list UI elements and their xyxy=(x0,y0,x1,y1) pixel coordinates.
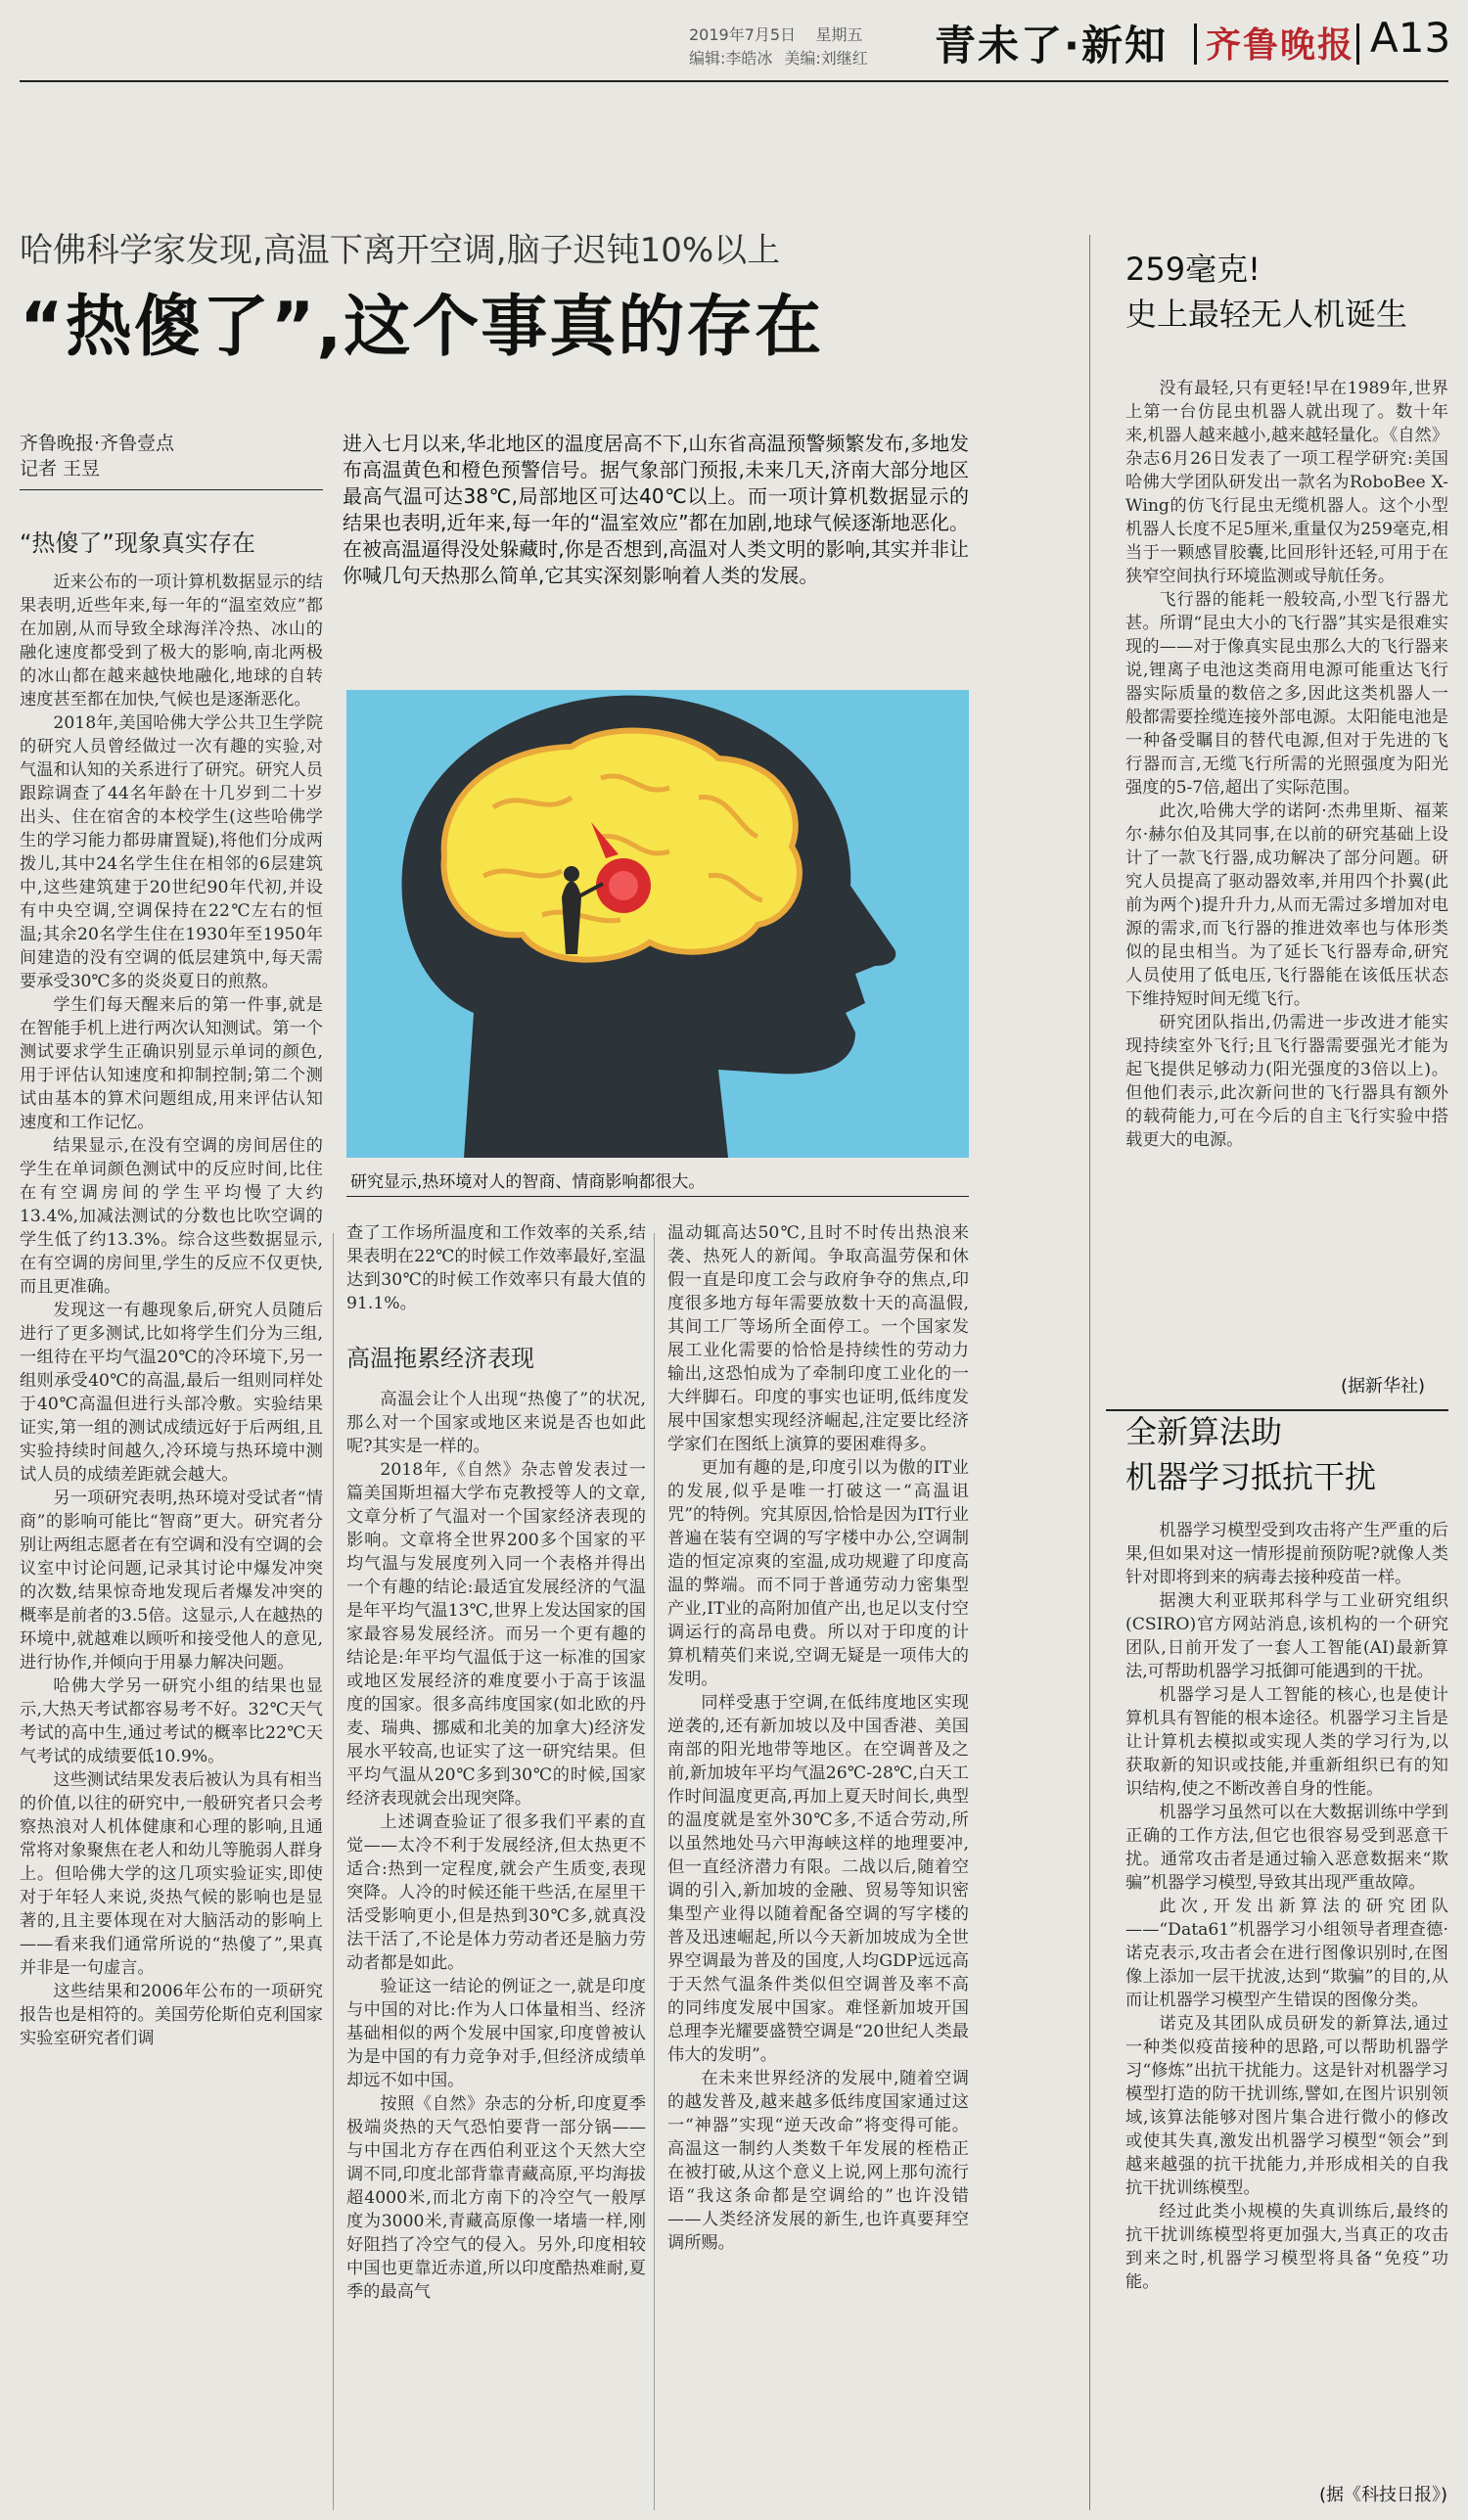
lead-column-2 xyxy=(346,1388,646,2513)
lead-kicker: 哈佛科学家发现,高温下离开空调,脑子迟钝10%以上 xyxy=(20,231,781,270)
paragraph: 高温会让个人出现“热傻了”的状况,那么对一个国家或地区来说是否也如此呢?其实是一样的。 xyxy=(346,1390,646,1456)
lead-column-3 xyxy=(667,1221,969,2513)
paragraph: 机器学习是人工智能的核心,也是使计算机具有智能的根本途径。机器学习主旨是让计算机去模拟或实现人类的学习行为,以获取新的知识或技能,并重新组织已有的知识结构,使之不断改善自身的性能。 xyxy=(1125,1685,1448,1799)
paragraph: 查了工作场所温度和工作效率的关系,结果表明在22℃的时候工作效率最好,室温达到30℃的时候工作效率只有最大值的91.1%。 xyxy=(346,1223,646,1313)
paragraph: 诺克及其团队成员研发的新算法,通过一种类似疫苗接种的思路,可以帮助机器学习“修炼”出抗干扰能力。这是针对机器学习模型打造的防干扰训练,譬如,在图片识别领域,该算法能够对图片集合进行微小的修改或使其失真,激发出机器学习模型“领会”到越来越强的抗干扰能力,并形成相关的自我抗干扰训练模型。 xyxy=(1125,2014,1448,2198)
lead-column-2-top xyxy=(346,1221,646,1315)
newspaper-logo: 齐鲁晚报 xyxy=(1206,24,1355,66)
byline-reporter: 记者 王昱 xyxy=(20,458,101,480)
paragraph: 结果显示,在没有空调的房间居住的学生在单词颜色测试中的反应时间,比住在有空调房间的学生平均慢了大约13.4%,加减法测试的分数也比吹空调的学生低了约13.3%。综合这些数据显示,在有空调的房间里,学生的反应不仅更快,而且更准确。 xyxy=(20,1136,323,1297)
lead-intro: 进入七月以来,华北地区的温度居高不下,山东省高温预警频繁发布,多地发布高温黄色和橙色预警信号。据气象部门预报,未来几天,济南大部分地区最高气温可达38℃,局部地区可达40℃以上。而一项计算机数据显示的结果也表明,近年来,每一年的“温室效应”都在加剧,地球气候逐渐地恶化。在被高温逼得没处躲藏时,你是否想到,高温对人类文明的影响,其实并非让你喊几句天热那么简单,它其实深刻影响着人类的发展。 xyxy=(343,432,969,587)
paragraph: 在未来世界经济的发展中,随着空调的越发普及,越来越多低纬度国家通过这一“神器”实现“逆天改命”将变得可能。高温这一制约人类数千年发展的桎梏正在被打破,从这个意义上说,网上那句流行语“我这条命都是空调给的”也许没错——人类经济发展的新生,也许真要拜空调所赐。 xyxy=(667,2069,969,2253)
masthead xyxy=(0,0,1468,78)
caption-rule xyxy=(346,1196,969,1197)
staff-line xyxy=(689,47,880,70)
paragraph: 温动辄高达50℃,且时不时传出热浪来袭、热死人的新闻。争取高温劳保和休假一直是印度工会与政府争夺的焦点,印度很多地方每年需要放数十天的高温假,其间工厂等场所全面停工。一个国家发展工业化需要的恰恰是持续性的劳动力输出,这恐怕成为了牵制印度工业化的一大绊脚石。印度的事实也证明,低纬度发展中国家想实现经济崛起,注定要比经济学家们在图纸上演算的要困难得多。 xyxy=(667,1223,969,1454)
source-credit: (据新华社) xyxy=(1341,1376,1426,1397)
title-line: 机器学习抵抗干扰 xyxy=(1125,1458,1377,1495)
paragraph: 飞行器的能耗一般较高,小型飞行器尤甚。所谓“昆虫大小的飞行器”其实是很难实现的——对于像真实昆虫那么大的飞行器来说,锂离子电池这类商用电源可能重达飞行器实际质量的数倍之多,因此这类机器人一般都需要拴缆连接外部电源。太阳能电池是一种备受瞩目的替代电源,但对于先进的飞行器而言,无缆飞行所需的光照强度为阳光强度的5-7倍,超出了实际范围。 xyxy=(1125,590,1448,798)
page-number: A13 xyxy=(1370,14,1451,62)
masthead-meta xyxy=(689,23,880,70)
paragraph: 这些测试结果发表后被认为具有相当的价值,以往的研究中,一般研究者只会考察热浪对人机体健康和心理的影响,且通常将对象聚焦在老人和幼儿等脆弱人群身上。但哈佛大学的这几项实验证实,即使对于年轻人来说,炎热气候的影响也是显著的,且主要体现在对大脑活动的影响上——看来我们通常所说的“热傻了”,果真并非是一句虚言。 xyxy=(20,1770,323,1978)
paragraph: 2018年,美国哈佛大学公共卫生学院的研究人员曾经做过一次有趣的实验,对气温和认知的关系进行了研究。研究人员跟踪调查了44名年龄在十几岁到二十岁出头、住在宿舍的本校学生(这些哈佛学生的学习能力都毋庸置疑),将他们分成两拨儿,其中24名学生住在相邻的6层建筑中,这些建筑建于20世纪90年代初,并设有中央空调,空调保持在22℃左右的恒温;其余20名学生住在1930年至1950年间建造的没有空调的低层建筑中,每天需要承受30℃多的炎炎夏日的煎熬。 xyxy=(20,713,323,991)
paragraph: 经过此类小规模的失真训练后,最终的抗干扰训练模型将更加强大,当真正的攻击到来之时,机器学习模型将具备“免疫”功能。 xyxy=(1125,2202,1448,2292)
editor: 编辑:李皓冰 xyxy=(689,49,773,68)
brain-illustration xyxy=(346,690,969,1158)
paragraph: 另一项研究表明,热环境对受试者“情商”的影响可能比“智商”更大。研究者分别让两组志愿者在有空调和没有空调的会议室中讨论问题,记录其讨论中爆发冲突的次数,结果惊奇地发现后者爆发冲突的概率是前者的3.5倍。这显示,人在越热的环境中,就越难以顾听和接受他人的意见,进行协作,并倾向于用暴力解决问题。 xyxy=(20,1489,323,1672)
paragraph: 哈佛大学另一研究小组的结果也显示,大热天考试都容易考不好。32℃天气考试的高中生,通过考试的概率比22℃天气考试的成绩要低10.9%。 xyxy=(20,1676,323,1766)
side-story-1-title xyxy=(1125,247,1407,337)
weekday: 星期五 xyxy=(815,25,863,44)
paragraph: 2018年,《自然》杂志曾发表过一篇美国斯坦福大学布克教授等人的文章,文章分析了气温对一个国家经济表现的影响。文章将全世界200多个国家的平均气温与发展度列入同一个表格并得出一个有趣的结论:最适宜发展经济的气温是年平均气温13℃,世界上发达国家的国家最容易发展经济。而另一个更有趣的结论是:年平均气温低于这一标准的国家或地区发展经济的难度要小于高于该温度的国家。很多高纬度国家(如北欧的丹麦、瑞典、挪威和北美的加拿大)经济发展水平较高,也证实了这一研究结果。但平均气温从20℃多到30℃的时候,国家经济表现就会出现突降。 xyxy=(346,1460,646,1809)
title-line: 全新算法助 xyxy=(1125,1413,1283,1450)
side-story-2-title xyxy=(1125,1409,1376,1499)
column-divider xyxy=(654,1233,655,2510)
paragraph: 研究团队指出,仍需进一步改进才能实现持续室外飞行;且飞行器需要强光才能为起飞提供足够动力(阳光强度的3倍以上)。但他们表示,此次新问世的飞行器具有额外的载荷能力,可在今后的自主飞行实验中搭载更大的电源。 xyxy=(1125,1013,1448,1150)
column-divider xyxy=(333,1233,334,2510)
section-subhead: “热傻了”现象真实存在 xyxy=(20,529,255,557)
figure-caption: 研究显示,热环境对人的智商、情商影响都很大。 xyxy=(350,1172,706,1192)
head-silhouette-icon xyxy=(346,690,969,1158)
masthead-divider xyxy=(1356,23,1359,65)
side-story-2-body xyxy=(1125,1519,1448,2473)
source-credit: (据《科技日报》) xyxy=(1319,2485,1448,2505)
paragraph: 机器学习虽然可以在大数据训练中学到正确的工作方法,但它也很容易受到恶意干扰。通常攻击者是通过输入恶意数据来“欺骗”机器学习模型,导致其出现严重故障。 xyxy=(1125,1803,1448,1893)
designer: 美编:刘继红 xyxy=(784,49,868,68)
paragraph: 学生们每天醒来后的第一件事,就是在智能手机上进行两次认知测试。第一个测试要求学生正确识别显示单词的颜色,用于评估认知速度和抑制控制;第二个测试由基本的算术问题组成,用来评估认知速度和工作记忆。 xyxy=(20,995,323,1132)
masthead-divider xyxy=(1194,23,1197,65)
paragraph: 机器学习模型受到攻击将产生严重的后果,但如果对这一情形提前预防呢?就像人类针对即将到来的病毒去接种疫苗一样。 xyxy=(1125,1521,1448,1587)
byline-outlet: 齐鲁晚报·齐鲁壹点 xyxy=(20,433,175,454)
byline-rule xyxy=(20,489,323,490)
title-line: 259毫克! xyxy=(1125,251,1261,288)
paragraph: 上述调查验证了很多我们平素的直觉——太冷不利于发展经济,但太热更不适合:热到一定程度,就会产生质变,表现突降。人冷的时候还能干些活,在屋里干活受影响更小,但是热到30℃多,就真没法干活了,不论是体力劳动者还是脑力劳动者都是如此。 xyxy=(346,1812,646,1973)
paragraph: 这些结果和2006年公布的一项研究报告也是相符的。美国劳伦斯伯克利国家实验室研究者们调 xyxy=(20,1982,323,2048)
masthead-rule xyxy=(20,80,1448,82)
paragraph: 此次,开发出新算法的研究团队——“Data61”机器学习小组领导者理查德·诺克表示,攻击者会在进行图像识别时,在图像上添加一层干扰波,达到“欺骗”的目的,从而让机器学习模型产生错误的图像分类。 xyxy=(1125,1897,1448,2010)
byline xyxy=(20,431,174,481)
paragraph: 没有最轻,只有更轻!早在1989年,世界上第一台仿昆虫机器人就出现了。数十年来,机器人越来越小,越来越轻量化。《自然》杂志6月26日发表了一项工程学研究:美国哈佛大学团队研发出一款名为RoboBee X-Wing的仿飞行昆虫无缆机器人。这个小型机器人长度不足5厘米,重量仅为259毫克,相当于一颗感冒胶囊,比回形针还轻,可用于在狭窄空间执行环境监测或导航任务。 xyxy=(1125,379,1448,586)
paragraph: 此次,哈佛大学的诺阿·杰弗里斯、福莱尔·赫尔伯及其同事,在以前的研究基础上设计了一款飞行器,成功解决了部分问题。研究人员提高了驱动器效率,并用四个扑翼(此前为两个)提升升力,从而无需过多增加对电源的需求,而飞行器的推进效率也与体形类似的昆虫相当。为了延长飞行器寿命,研究人员使用了低电压,飞行器能在该低压状态下维持短时间无缆飞行。 xyxy=(1125,802,1448,1009)
paragraph: 近来公布的一项计算机数据显示的结果表明,近些年来,每一年的“温室效应”都在加剧,从而导致全球海洋冷热、冰山的融化速度都受到了极大的影响,南北两极的冰山都在越来越快地融化,地球的自转速度甚至都在加快,气候也是逐渐恶化。 xyxy=(20,573,323,710)
date-line xyxy=(689,23,880,47)
lead-column-1 xyxy=(20,571,323,2513)
paragraph: 据澳大利亚联邦科学与工业研究组织(CSIRO)官方网站消息,该机构的一个研究团队,日前开发了一套人工智能(AI)最新算法,可帮助机器学习抵御可能遇到的干扰。 xyxy=(1125,1591,1448,1681)
paragraph: 发现这一有趣现象后,研究人员随后进行了更多测试,比如将学生们分为三组,一组待在平均气温20℃的冷环境下,另一组则承受40℃的高温,最后一组则同样处于40℃高温但进行头部冷敷。实验结果证实,第一组的测试成绩远好于后两组,且实验持续时间越久,冷环境与热环境中测试人员的成绩差距就会越大。 xyxy=(20,1301,323,1485)
date: 2019年7月5日 xyxy=(689,25,797,44)
paragraph: 验证这一结论的例证之一,就是印度与中国的对比:作为人口体量相当、经济基础相似的两个发展中国家,印度曾被认为是中国的有力竞争对手,但经济成绩单却远不如中国。 xyxy=(346,1977,646,2090)
section-subhead: 高温拖累经济表现 xyxy=(346,1345,534,1372)
lead-headline: “热傻了”,这个事真的存在 xyxy=(20,289,824,366)
section-name: 青未了·新知 xyxy=(935,22,1168,69)
paragraph: 更加有趣的是,印度引以为傲的IT业的发展,似乎是唯一打破这一“高温诅咒”的特例。究其原因,恰恰是因为IT行业普遍在装有空调的写字楼中办公,空调制造的恒定凉爽的室温,成功规避了印度高温的弊端。而不同于普通劳动力密集型产业,IT业的高附加值产出,也足以支付空调运行的高昂电费。所以对于印度的计算机精英们来说,空调无疑是一项伟大的发明。 xyxy=(667,1458,969,1689)
paragraph: 按照《自然》杂志的分析,印度夏季极端炎热的天气恐怕要背一部分锅——与中国北方存在西伯利亚这个天然大空调不同,印度北部背靠青藏高原,平均海拔超4000米,而北方南下的冷空气一般厚度为3000米,青藏高原像一堵墙一样,刚好阻挡了冷空气的侵入。另外,印度相较中国也更靠近赤道,所以印度酷热难耐,夏季的最高气 xyxy=(346,2094,646,2302)
paragraph: 同样受惠于空调,在低纬度地区实现逆袭的,还有新加坡以及中国香港、美国南部的阳光地带等地区。在空调普及之前,新加坡年平均气温26℃-28℃,白天工作时间温度更高,再加上夏天时间长,典型的温度就是室外30℃多,不适合劳动,所以虽然地处马六甲海峡这样的地理要冲,但一直经济潜力有限。二战以后,随着空调的引入,新加坡的金融、贸易等知识密集型产业得以随着配备空调的写字楼的普及迅速崛起,所以今天新加坡成为全世界空调最为普及的国度,人均GDP远远高于天然气温条件类似但空调普及率不高的同纬度发展中国家。难怪新加坡开国总理李光耀要盛赞空调是“20世纪人类最伟大的发明”。 xyxy=(667,1693,969,2065)
title-line: 史上最轻无人机诞生 xyxy=(1125,296,1408,333)
side-story-1-body xyxy=(1125,377,1448,1365)
column-divider xyxy=(1089,235,1090,2510)
